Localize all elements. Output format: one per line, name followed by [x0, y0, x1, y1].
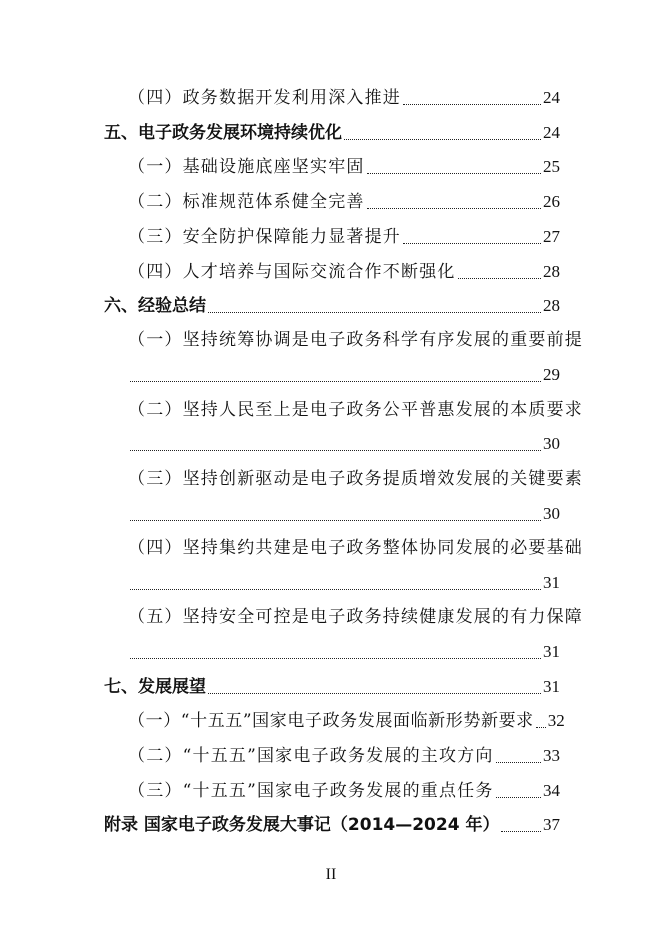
toc-leader-dots [501, 831, 541, 832]
toc-entry-title: （四）坚持集约共建是电子政务整体协同发展的必要基础 [128, 538, 583, 558]
toc-leader-dots [496, 797, 541, 798]
toc-leader-dots [344, 139, 541, 140]
toc-entry-continuation [128, 432, 560, 456]
toc-page-number: 30 [543, 504, 560, 523]
toc-leader-dots [458, 278, 541, 279]
toc-page-number: 34 [543, 781, 560, 800]
toc-entry[interactable] [128, 779, 560, 803]
toc-entry-title: （二）坚持人民至上是电子政务公平普惠发展的本质要求 [128, 400, 583, 420]
toc-entry-title: 六、经验总结 [104, 296, 206, 316]
toc-leader-dots [403, 104, 541, 105]
toc-page-number: 24 [543, 123, 560, 142]
toc-entry-continuation [128, 502, 560, 526]
toc-page-number: 30 [543, 434, 560, 453]
toc-entry[interactable] [128, 225, 560, 249]
toc-entry-title: （二）“十五五”国家电子政务发展的主攻方向 [128, 746, 494, 766]
toc-entry-title: （四）政务数据开发利用深入推进 [128, 88, 401, 108]
toc-page-number: 26 [543, 192, 560, 211]
toc-entry-title: 附录 国家电子政务发展大事记（2014—2024 年） [104, 815, 500, 835]
toc-entry[interactable] [104, 675, 560, 699]
toc-entry-title: （四）人才培养与国际交流合作不断强化 [128, 262, 456, 282]
toc-page-number: 37 [543, 815, 560, 834]
page-folio: II [325, 866, 337, 883]
toc-leader-dots [130, 450, 541, 451]
toc-leader-dots [367, 173, 541, 174]
toc-page-number: 28 [543, 296, 560, 315]
toc-entry-title: （三）“十五五”国家电子政务发展的重点任务 [128, 781, 494, 801]
toc-page-number: 33 [543, 746, 560, 765]
toc-entry-continuation [128, 571, 560, 595]
toc-entry[interactable] [104, 813, 560, 837]
toc-leader-dots [130, 658, 541, 659]
toc-entry-title: （三）安全防护保障能力显著提升 [128, 227, 401, 247]
toc-leader-dots [208, 693, 541, 694]
toc-entry[interactable] [104, 121, 560, 145]
toc-page-number: 31 [543, 573, 560, 592]
toc-page-number: 28 [543, 262, 560, 281]
toc-entry[interactable] [128, 155, 560, 179]
toc-entry[interactable] [104, 294, 560, 318]
toc-entry-title: 五、电子政务发展环境持续优化 [104, 123, 342, 143]
toc-leader-dots [130, 589, 541, 590]
toc-leader-dots [130, 520, 541, 521]
toc-entry[interactable] [128, 86, 560, 110]
toc-page-number: 24 [543, 88, 560, 107]
toc-entry[interactable] [128, 709, 565, 733]
toc-entry-continuation [128, 640, 560, 664]
toc-page-number: 31 [543, 642, 560, 661]
toc-leader-dots [367, 208, 541, 209]
toc-leader-dots [130, 381, 541, 382]
toc-entry-title: （一）基础设施底座坚实牢固 [128, 157, 365, 177]
toc-leader-dots [403, 243, 541, 244]
toc-page-number: 29 [543, 365, 560, 384]
toc-leader-dots [536, 727, 546, 728]
toc-entry-title: （三）坚持创新驱动是电子政务提质增效发展的关键要素 [128, 469, 583, 489]
toc-page-number: 25 [543, 157, 560, 176]
toc-entry[interactable] [128, 744, 560, 768]
toc-entry-continuation [128, 363, 560, 387]
toc-entry-title: （一）“十五五”国家电子政务发展面临新形势新要求 [128, 711, 534, 731]
toc-page-number: 32 [547, 711, 565, 730]
toc-entry-title: （五）坚持安全可控是电子政务持续健康发展的有力保障 [128, 607, 583, 627]
toc-entry-title: （一）坚持统筹协调是电子政务科学有序发展的重要前提 [128, 330, 583, 350]
toc-entry-title: 七、发展展望 [104, 677, 206, 697]
toc-leader-dots [496, 762, 541, 763]
toc-entry[interactable] [128, 260, 560, 284]
toc-entry[interactable] [128, 190, 560, 214]
toc-entry-title: （二）标准规范体系健全完善 [128, 192, 365, 212]
toc-leader-dots [208, 312, 541, 313]
toc-page-number: 31 [543, 677, 560, 696]
toc-page-number: 27 [543, 227, 560, 246]
